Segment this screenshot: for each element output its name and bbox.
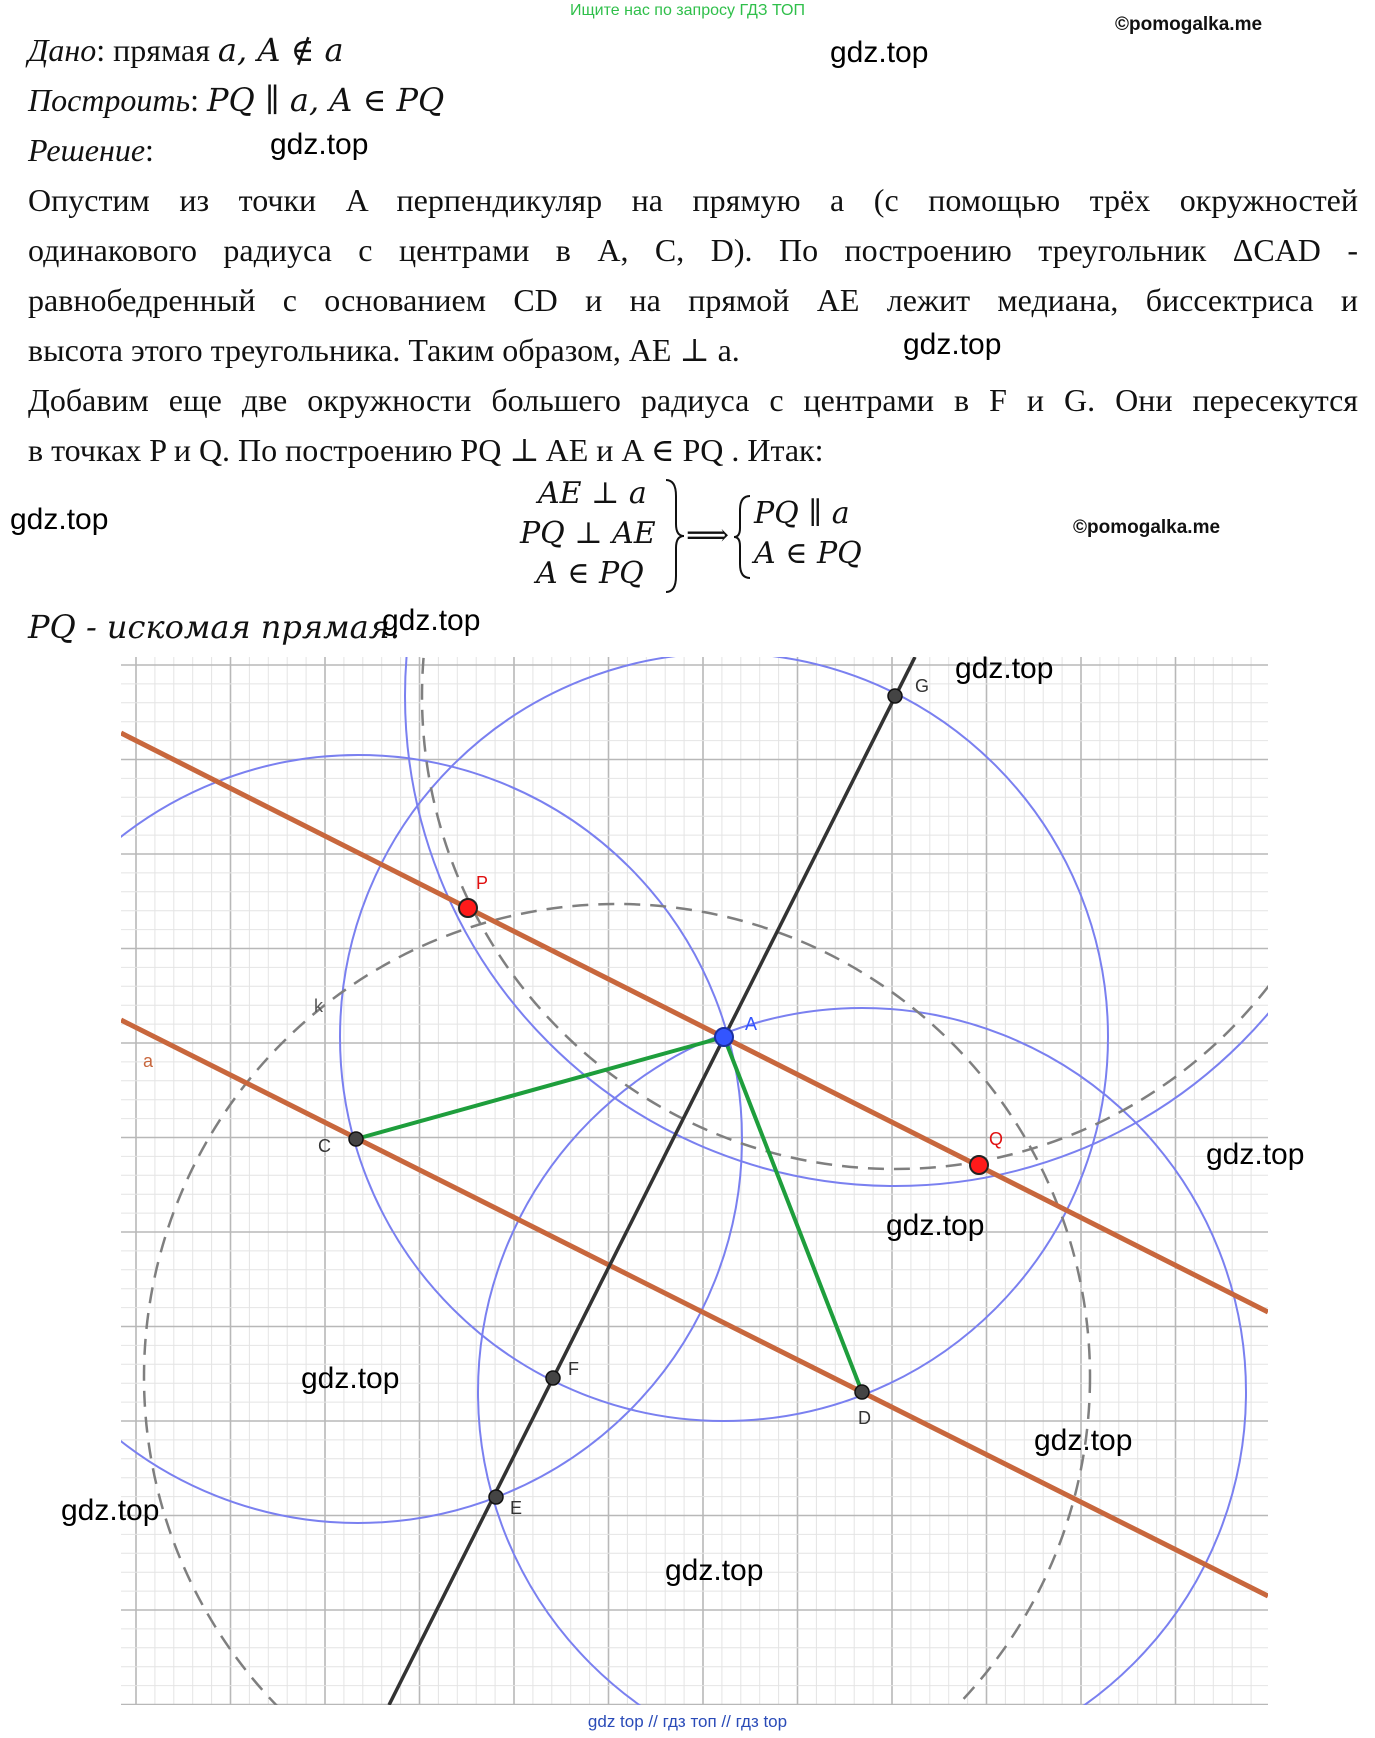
given-label: Дано — [28, 32, 97, 68]
construct-line: Построить: PQ ∥ a, A ∈ PQ — [28, 81, 445, 119]
construct-math: PQ ∥ a, A ∈ PQ — [206, 81, 445, 119]
paragraph-1-line: высота этого треугольника. Таким образом, AE ⊥ a. — [28, 332, 740, 368]
watermark: gdz.top — [382, 604, 481, 637]
point-c — [349, 1132, 363, 1146]
paragraph-2-line: в точках P и Q. По построению PQ ⊥ AE и A ∈ PQ . Итак: — [28, 432, 824, 468]
given-text: : прямая — [96, 32, 218, 68]
system-left-1: AE ⊥ a — [538, 476, 647, 511]
system-left-2: PQ ⊥ AE — [520, 516, 656, 551]
given-math: a, A ∉ a — [217, 31, 344, 69]
watermark: gdz.top — [1206, 1138, 1305, 1171]
point-g — [888, 689, 902, 703]
conclusion-text: PQ - искомая прямая. — [28, 608, 401, 646]
paragraph-2-line: Добавим еще две окружности большего радиуса с центрами в F и G. Они пересекутся — [28, 382, 1358, 418]
point-p — [459, 899, 477, 917]
implies-arrow: ⟹ — [686, 518, 730, 553]
watermark: gdz.top — [1034, 1424, 1133, 1457]
label-p: P — [476, 873, 489, 893]
dashed-circle-k — [144, 904, 1090, 1738]
watermark: gdz.top — [903, 328, 1002, 361]
system-right-2: A ∈ PQ — [754, 536, 862, 571]
label-k: k — [314, 996, 323, 1016]
footer-links[interactable]: gdz top // гдз топ // гдз top — [587, 1712, 788, 1731]
watermark: gdz.top — [10, 503, 109, 536]
point-d — [855, 1385, 869, 1399]
watermark: gdz.top — [955, 652, 1054, 685]
paragraph-1-line: равнобедренный с основанием CD и на прямой AE лежит медиана, биссектриса и — [28, 282, 1358, 318]
system-right-1: PQ ∥ a — [754, 496, 850, 531]
segment-ad — [724, 1037, 862, 1392]
label-a-line: a — [143, 1051, 154, 1071]
watermark: gdz.top — [301, 1362, 400, 1395]
paragraph-1-line: Опустим из точки A перпендикуляр на прямую a (с помощью трёх окружностей — [28, 182, 1358, 218]
watermark: gdz.top — [886, 1209, 985, 1242]
point-q — [970, 1156, 988, 1174]
circle-center-c — [0, 755, 742, 1523]
line-ae — [389, 657, 915, 1705]
label-g: G — [915, 676, 930, 696]
solution-colon: : — [145, 132, 154, 168]
segment-ca — [356, 1037, 724, 1139]
search-banner[interactable]: Ищите нас по запросу ГДЗ ТОП — [570, 2, 805, 19]
line-pq — [121, 733, 1268, 1312]
label-f: F — [568, 1359, 579, 1379]
construct-label: Построить — [28, 82, 191, 118]
point-a — [715, 1028, 733, 1046]
label-e: E — [510, 1498, 523, 1518]
solution-label: Решение — [28, 132, 146, 168]
point-f — [546, 1371, 560, 1385]
label-a: A — [745, 1014, 758, 1034]
grid — [121, 657, 1268, 1705]
watermark: gdz.top — [665, 1554, 764, 1587]
watermark: gdz.top — [270, 128, 369, 161]
paragraph-1-line: одинакового радиуса с центрами в A, C, D). По построению треугольник ΔCAD - — [28, 232, 1358, 268]
label-c: C — [318, 1136, 331, 1156]
copyright-mid: ©pomogalka.me — [1073, 517, 1221, 538]
label-d: D — [858, 1408, 871, 1428]
copyright-top: ©pomogalka.me — [1115, 14, 1263, 35]
watermark: gdz.top — [61, 1494, 160, 1527]
system-left-3: A ∈ PQ — [536, 556, 644, 591]
label-q: Q — [989, 1129, 1004, 1149]
watermark: gdz.top — [830, 36, 929, 69]
point-e — [489, 1490, 503, 1504]
